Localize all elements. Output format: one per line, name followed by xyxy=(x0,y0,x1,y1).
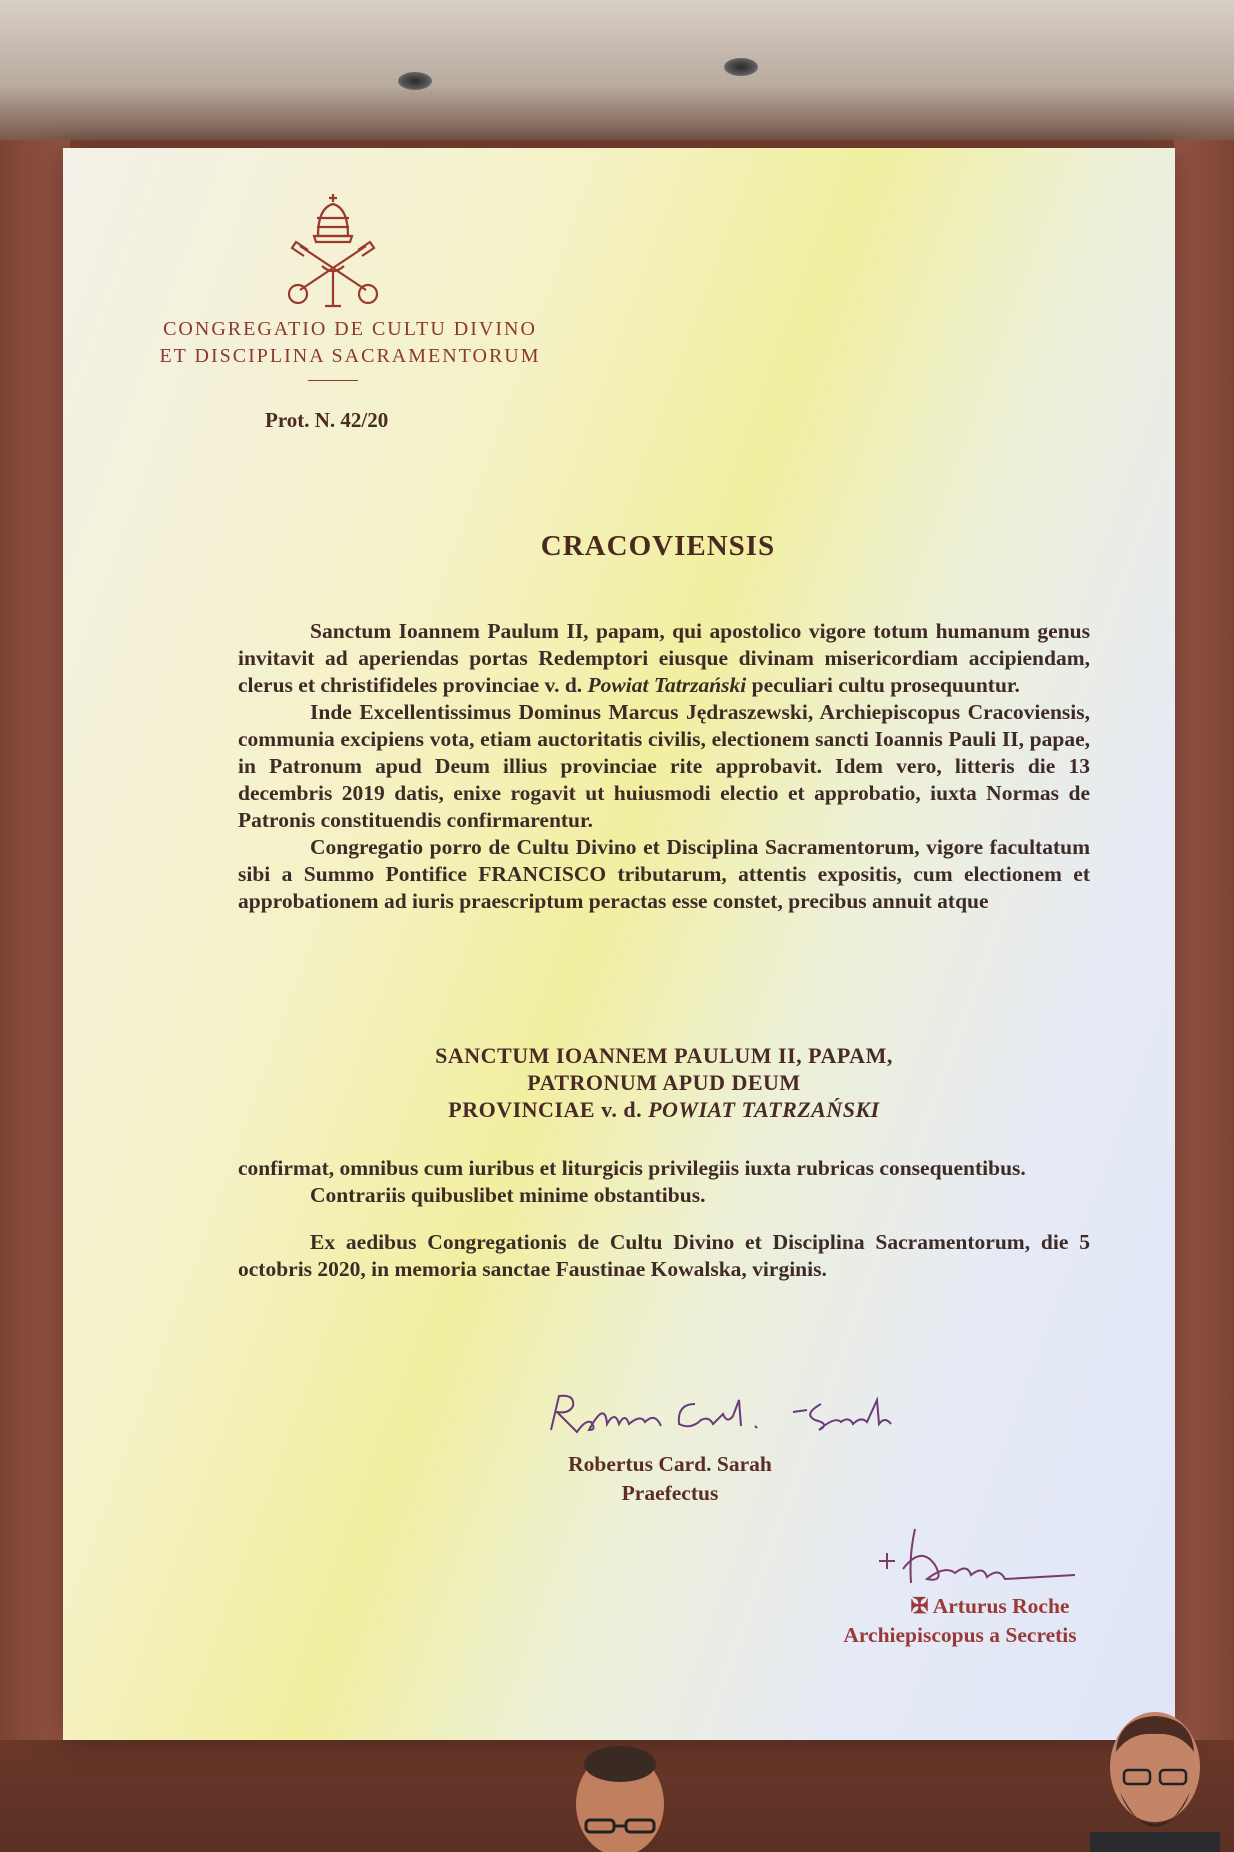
paragraph-1 xyxy=(238,618,1090,699)
paragraph-1-text: Sanctum Ioannem Paulum II, papam, qui apostolico vigore totum humanum genus invitavit ad aperiendas portas Redemptori eiusque divinam misericordiam accipiendam, clerus et christifideles provinciae v. d. xyxy=(238,619,1090,697)
decree-line-2: PATRONUM APUD DEUM xyxy=(527,1070,801,1095)
body-block-2 xyxy=(238,1155,1090,1283)
wall-left xyxy=(0,140,70,1740)
paragraph-1-end: peculiari cultu prosequuntur. xyxy=(746,673,1020,697)
decree-line-1: SANCTUM IOANNEM PAULUM II, PAPAM, xyxy=(435,1043,893,1068)
papal-keys-tiara-emblem-icon xyxy=(278,190,388,308)
wall-right xyxy=(1174,140,1234,1740)
prefect-handwritten-signature xyxy=(545,1390,945,1440)
paragraph-1-italic: Powiat Tatrzański xyxy=(587,673,747,697)
paragraph-3: Congregatio porro de Cultu Divino et Disciplina Sacramentorum, vigore facultatum sibi a Summo Pontifice FRANCISCO tributarum, attentis expositis, cum electionem et approbationem ad iuris praescriptum peractas esse constet, precibus annuit atque xyxy=(238,835,1090,913)
header-line-2: ET DISCIPLINA SACRAMENTORUM xyxy=(159,345,541,367)
paragraph-4: confirmat, omnibus cum iuribus et liturgicis privilegiis iuxta rubricas consequentibus. xyxy=(238,1156,1026,1180)
paragraph-2: Inde Excellentissimus Dominus Marcus Jędraszewski, Archiepiscopus Cracoviensis, communia excipiens vota, etiam auctoritatis civilis, electionem sancti Ioannis Pauli II, papae, in Patronum apud Deum illius provinciae rite approbavit. Idem vero, litteris die 13 decembris 2019 datis, enixe rogavit ut huiusmodi electio et approbatio, iuxta Normas de Patronis constituendis confirmarentur. xyxy=(238,700,1090,832)
decree-line-3-text: PROVINCIAE v. d. xyxy=(448,1097,649,1122)
foreground-person-right xyxy=(1080,1712,1230,1852)
secretary-title: Archiepiscopus a Secretis xyxy=(843,1623,1077,1647)
header-rule xyxy=(308,380,358,381)
secretary-name: ✠ Arturus Roche xyxy=(910,1594,1070,1618)
body-block-1 xyxy=(238,618,1090,915)
document-title: CRACOVIENSIS xyxy=(540,530,776,562)
header-line-1: CONGREGATIO DE CULTU DIVINO xyxy=(163,318,537,340)
protocol-number: Prot. N. 42/20 xyxy=(265,408,389,432)
ceiling-light-icon xyxy=(398,72,432,90)
decree-block xyxy=(238,1042,1090,1123)
ceiling-light-icon xyxy=(724,58,758,76)
paragraph-5: Contrariis quibuslibet minime obstantibus. xyxy=(310,1183,706,1207)
foreground-person-left xyxy=(550,1742,690,1852)
decree-line-3-italic: POWIAT TATRZAŃSKI xyxy=(648,1097,880,1122)
paragraph-6: Ex aedibus Congregationis de Cultu Divino et Disciplina Sacramentorum, die 5 octobris 2020, in memoria sanctae Faustinae Kowalska, virginis. xyxy=(238,1230,1090,1281)
prefect-name: Robertus Card. Sarah xyxy=(568,1452,772,1476)
ceiling xyxy=(0,0,1234,140)
decree-line-3 xyxy=(238,1096,1090,1123)
secretary-handwritten-signature xyxy=(875,1525,1075,1605)
prefect-title: Praefectus xyxy=(621,1481,719,1505)
